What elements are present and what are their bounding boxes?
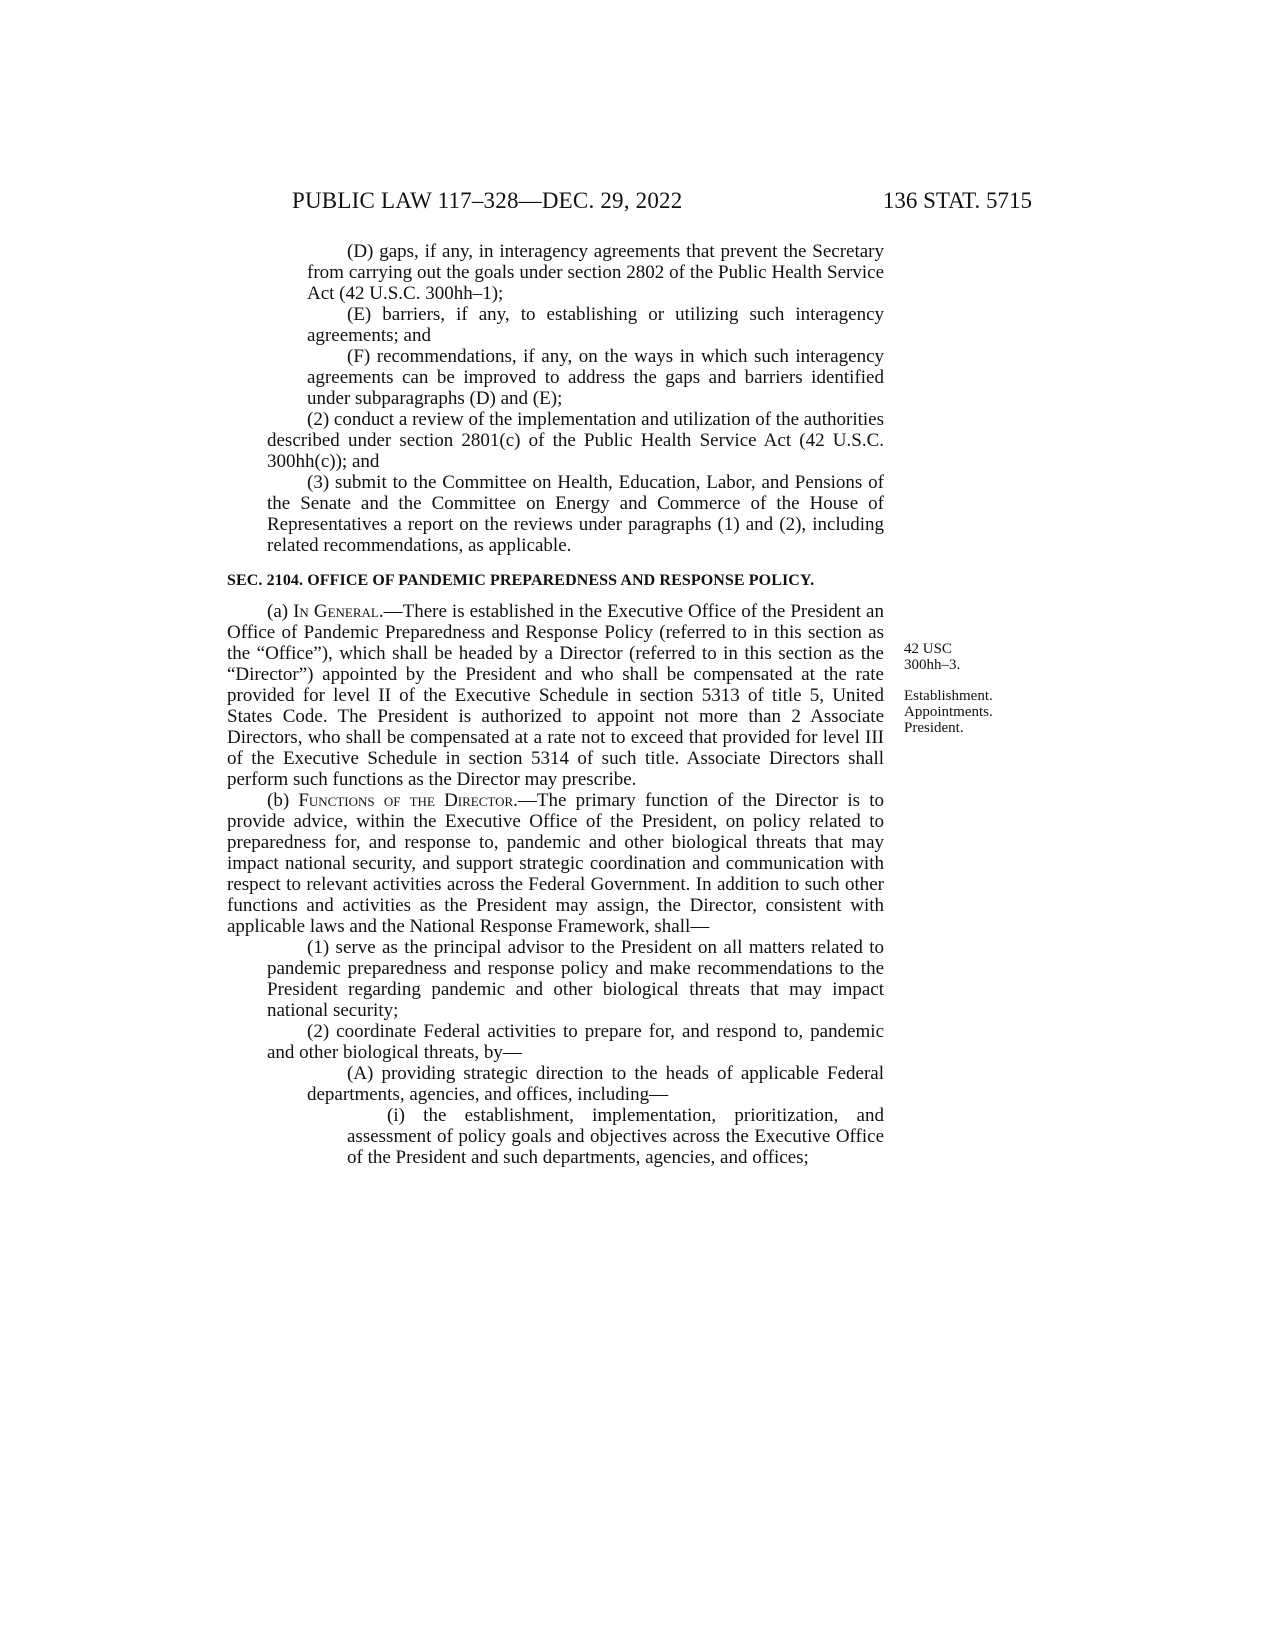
margin-note-keywords	[904, 688, 1044, 736]
margin-note-usc-citation	[904, 641, 1044, 673]
subparagraph-e: (E) barriers, if any, to establishing or utilizing such interagency agreements; and	[307, 304, 884, 346]
margin-note-usc-line-1: 42 USC	[904, 641, 952, 657]
subsection-a	[227, 601, 884, 790]
subsection-b-paragraph-2: (2) coordinate Federal activities to prepare for, and respond to, pandemic and other biological threats, by—	[267, 1021, 884, 1063]
body-text	[227, 241, 884, 1168]
paragraph-3: (3) submit to the Committee on Health, Education, Labor, and Pensions of the Senate and the Committee on Energy and Commerce of the House of Representatives a report on the reviews under paragraphs (1) and (2), including related recommendations, as applicable.	[267, 472, 884, 556]
margin-note-establishment: Establishment.	[904, 688, 993, 704]
margin-note-appointments: Appointments.	[904, 704, 993, 720]
statute-page-number: 136 STAT. 5715	[882, 188, 1032, 213]
section-heading: SEC. 2104. OFFICE OF PANDEMIC PREPAREDNESS AND RESPONSE POLICY.	[227, 572, 815, 589]
subsection-b-text: .—The primary function of the Director is to provide advice, within the Executive Office of the President, on policy related to preparedness for, and response to, pandemic and other biological threats that may impact national security, and support strategic coordination and communication with respect to relevant activities across the Federal Government. In addition to such other functions and activities as the President may assign, the Director, consistent with applicable laws and the National Response Framework, shall—	[227, 790, 884, 937]
subsection-b-subparagraph-a: (A) providing strategic direction to the heads of applicable Federal departments, agencies, and offices, including—	[307, 1063, 884, 1105]
subsection-a-text: .—There is established in the Executive Office of the President an Office of Pandemic Preparedness and Response Policy (referred to in this section as the “Office”), which shall be headed by a Director (referred to in this section as the “Director”) appointed by the President and who shall be compensated at the rate provided for level II of the Executive Schedule in section 5313 of title 5, United States Code. The President is authorized to appoint not more than 2 Associate Directors, who shall be compensated at a rate not to exceed that provided for level III of the Executive Schedule in section 5314 of such title. Associate Directors shall perform such functions as the Director may prescribe.	[227, 601, 884, 790]
subparagraph-f: (F) recommendations, if any, on the ways in which such interagency agreements can be improved to address the gaps and barriers identified under subparagraphs (D) and (E);	[307, 346, 884, 409]
paragraph-2: (2) conduct a review of the implementation and utilization of the authorities described under section 2801(c) of the Public Health Service Act (42 U.S.C. 300hh(c)); and	[267, 409, 884, 472]
running-head-title: PUBLIC LAW 117–328—DEC. 29, 2022	[292, 188, 683, 213]
margin-note-president: President.	[904, 720, 964, 736]
subsection-b-clause-i: (i) the establishment, implementation, prioritization, and assessment of policy goals and objectives across the Executive Office of the President and such departments, agencies, and offices;	[347, 1105, 884, 1168]
subsection-b	[227, 790, 884, 937]
subsection-b-caption: Functions of the Director	[298, 790, 514, 811]
subsection-b-paragraph-1: (1) serve as the principal advisor to the President on all matters related to pandemic preparedness and response policy and make recommendations to the President regarding pandemic and other biological threats that may impact national security;	[267, 937, 884, 1021]
subsection-a-label: (a)	[267, 601, 294, 622]
running-head	[227, 188, 1032, 218]
subsection-b-label: (b)	[267, 790, 299, 811]
margin-note-usc-line-2: 300hh–3.	[904, 657, 961, 673]
subparagraph-d: (D) gaps, if any, in interagency agreements that prevent the Secretary from carrying out the goals under section 2802 of the Public Health Service Act (42 U.S.C. 300hh–1);	[307, 241, 884, 304]
subsection-a-caption: In General	[293, 601, 379, 622]
